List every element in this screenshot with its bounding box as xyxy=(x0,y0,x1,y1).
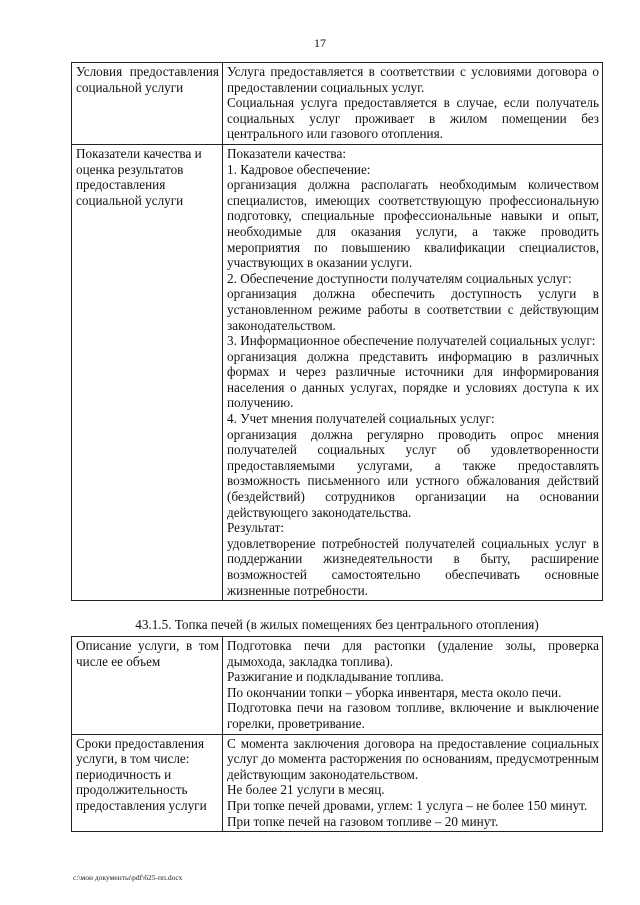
table-row xyxy=(72,734,603,832)
paragraph: организация должна обеспечить доступность услуги в установленном режиме работы в соответствии с действующим законодательством. xyxy=(227,286,599,333)
paragraph: 1. Кадровое обеспечение: xyxy=(227,161,371,177)
paragraph: Подготовка печи на газовом топливе, включение и выключение горелки, проветривание. xyxy=(227,700,599,731)
paragraph: организация должна представить информацию в различных формах и через различные источники для информирования населения о данных услугах, порядке и условиях доступа к их получению. xyxy=(227,348,599,411)
paragraph: организация должна регулярно проводить опрос мнения получателей социальных услуг об удовлетворенности предоставляемыми услугами, а также предоставлять возможность письменного или устного обжалования действий (бездействий) сотрудников организации на основании действующего законодательства. xyxy=(227,426,599,520)
row-content xyxy=(223,63,603,145)
row-content xyxy=(223,734,603,832)
paragraph: 2. Обеспечение доступности получателям социальных услуг: xyxy=(227,270,572,286)
paragraph: Показатели качества: xyxy=(227,145,346,161)
paragraph: Разжигание и подкладывание топлива. xyxy=(227,669,444,685)
section-heading: 43.1.5. Топка печей (в жилых помещениях без центрального отопления) xyxy=(135,617,539,632)
paragraph: При топке печей дровами, углем: 1 услуга – не более 150 минут. xyxy=(227,797,588,813)
row-content xyxy=(223,637,603,735)
paragraph: По окончании топки – уборка инвентаря, места около печи. xyxy=(227,684,562,700)
row-content xyxy=(223,144,603,600)
paragraph: 3. Информационное обеспечение получателей социальных услуг: xyxy=(227,333,596,349)
row-label: Условия предоставления социальной услуги xyxy=(72,63,223,145)
paragraph: Социальная услуга предоставляется в случае, если получатель социальных услуг проживает в жилом помещении без центрального или газового отопления. xyxy=(227,95,599,142)
paragraph: организация должна располагать необходимым количеством специалистов, имеющих соответствующую профессиональную подготовку, специальные профессиональные навыки и опыт, необходимые для оказания услуги, а также проводить мероприятия по повышению квалификации специалистов, участвующих в оказании услуги. xyxy=(227,177,599,271)
paragraph: При топке печей на газовом топливе – 20 минут. xyxy=(227,813,499,829)
paragraph: Результат: xyxy=(227,520,285,536)
file-path-footer: c:\мои документы\pdf\625-пп.docx xyxy=(73,873,183,882)
row-label: Описание услуги, в том числе ее объем xyxy=(72,637,223,735)
service-conditions-table xyxy=(71,62,603,601)
paragraph: удовлетворение потребностей получателей социальных услуг в поддержании жизнедеятельности в быту, расширение возможностей самостоятельно обеспечивать основные жизненные потребности. xyxy=(227,535,599,598)
row-label: Показатели качества и оценка результатов предоставления социальной услуги xyxy=(72,144,223,600)
table-row xyxy=(72,144,603,600)
paragraph: Подготовка печи для растопки (удаление золы, проверка дымохода, закладка топлива). xyxy=(227,638,599,669)
table-row xyxy=(72,637,603,735)
paragraph: Услуга предоставляется в соответствии с условиями договора о предоставлении социальных услуг. xyxy=(227,64,599,95)
paragraph: 4. Учет мнения получателей социальных услуг: xyxy=(227,411,495,427)
paragraph: Не более 21 услуги в месяц. xyxy=(227,782,385,798)
paragraph: С момента заключения договора на предоставление социальных услуг до момента расторжения по основаниям, предусмотренным действующим законодательством. xyxy=(227,735,599,782)
table-row xyxy=(72,63,603,145)
stove-heating-table xyxy=(71,636,603,832)
row-label: Сроки предоставления услуги, в том числе: периодичность и продолжительность предоставления услуги xyxy=(72,734,223,832)
page-number: 17 xyxy=(314,36,326,50)
